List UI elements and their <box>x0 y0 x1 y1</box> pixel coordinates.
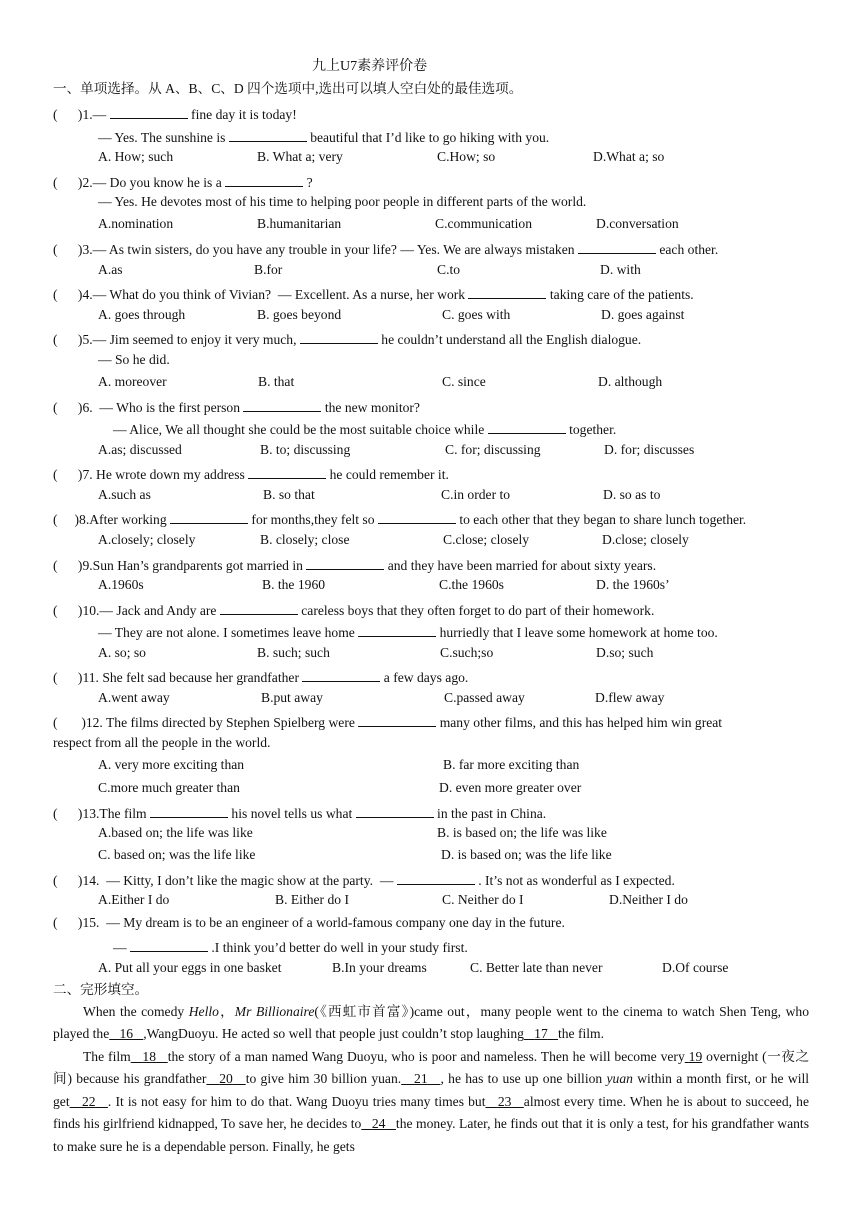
option-c[interactable]: C.to <box>437 262 461 277</box>
option-c[interactable]: C.more much greater than <box>98 780 240 795</box>
option-a[interactable]: A.went away <box>98 690 170 705</box>
option-d[interactable]: D. is based on; was the life like <box>441 847 612 862</box>
option-b[interactable]: B. such; such <box>257 645 330 660</box>
option-c[interactable]: C.in order to <box>441 487 511 502</box>
blank-17: 17 <box>534 1026 548 1042</box>
option-d[interactable]: D.flew away <box>595 690 665 705</box>
option-a[interactable]: A. How; such <box>98 149 174 164</box>
blank-22: 22 <box>81 1093 96 1109</box>
option-c[interactable]: C. Neither do I <box>442 892 524 907</box>
option-a[interactable]: A.as; discussed <box>98 442 182 457</box>
option-a[interactable]: A.nomination <box>98 216 174 231</box>
option-a[interactable]: A.Either I do <box>98 892 170 907</box>
option-d[interactable]: D.What a; so <box>593 149 665 164</box>
option-b[interactable]: B. Either do I <box>275 892 349 907</box>
option-c[interactable]: C.passed away <box>444 690 525 705</box>
option-b[interactable]: B. What a; very <box>257 149 343 164</box>
option-d[interactable]: D.close; closely <box>602 532 689 547</box>
section1-heading: 一、单项选择。从 A、B、C、D 四个选项中,选出可以填人空白处的最佳选项。 <box>53 81 523 96</box>
option-d[interactable]: D. so as to <box>603 487 661 502</box>
blank-23: 23 <box>497 1093 512 1109</box>
option-b[interactable]: B.In your dreams <box>332 960 427 975</box>
option-b[interactable]: B. far more exciting than <box>443 757 580 772</box>
option-d[interactable]: D. goes against <box>601 307 685 322</box>
option-b[interactable]: B.put away <box>261 690 323 705</box>
option-b[interactable]: B. that <box>258 374 295 389</box>
blank-21: 21 <box>414 1071 428 1087</box>
option-a[interactable]: A.as <box>98 262 123 277</box>
option-d[interactable]: D.so; such <box>596 645 654 660</box>
option-a[interactable]: A. Put all your eggs in one basket <box>98 960 282 975</box>
option-d[interactable]: D. although <box>598 374 663 389</box>
option-a[interactable]: A. goes through <box>98 307 186 322</box>
section2-heading: 二、完形填空。 <box>53 982 149 997</box>
option-a[interactable]: A. very more exciting than <box>98 757 245 772</box>
passage-paragraph-1: When the comedy Hello，Mr Billionaire(《西虹市首富》)came out，many people went to the cinema to watch Shen Teng, who played the 16 ,WangDuoyu. He acted so well that people just couldn’t stop laughing 17 the film. <box>53 1004 809 1042</box>
option-b[interactable]: B. is based on; the life was like <box>437 825 607 840</box>
option-d[interactable]: D.Neither I do <box>609 892 688 907</box>
option-d[interactable]: D. the 1960s’ <box>596 577 670 592</box>
option-a[interactable]: A.such as <box>98 487 151 502</box>
option-b[interactable]: B. goes beyond <box>257 307 342 322</box>
option-d[interactable]: D. even more greater over <box>439 780 582 795</box>
option-c[interactable]: C. goes with <box>442 307 511 322</box>
option-b[interactable]: B. so that <box>263 487 315 502</box>
page-title: 九上U7素养评价卷 <box>312 59 428 74</box>
option-d[interactable]: D.Of course <box>662 960 729 975</box>
option-a[interactable]: A. moreover <box>98 374 167 389</box>
option-d[interactable]: D. for; discusses <box>604 442 695 457</box>
option-c[interactable]: C.communication <box>435 216 533 231</box>
blank-20: 20 <box>219 1071 233 1087</box>
option-c[interactable]: C. based on; was the life like <box>98 847 256 862</box>
option-d[interactable]: D. with <box>600 262 641 277</box>
option-b[interactable]: B. to; discussing <box>260 442 351 457</box>
option-b[interactable]: B.humanitarian <box>257 216 342 231</box>
option-a[interactable]: A.closely; closely <box>98 532 196 547</box>
option-b[interactable]: B. the 1960 <box>262 577 326 592</box>
option-c[interactable]: C.the 1960s <box>439 577 504 592</box>
option-b[interactable]: B. closely; close <box>260 532 350 547</box>
passage-paragraph-2: The film 18 the story of a man named Wang Duoyu, who is poor and nameless. Then he will become very 19 overnight (一夜之间) because his grandfather 20 to give him 30 billion yuan. 21 , he has to use up one billion yuan within a month first, or he will get 22 . It is not easy for him to do that. Wang Duoyu tries many times but 23 almost every time. When he is about to succeed, he finds his girlfriend kidnapped, To save her, he decides to 24 the money. Later, he finds out that it is only a test, for his grandfather wants to make sure he is a dependable person. Finally, he gets <box>53 1049 810 1154</box>
option-d[interactable]: D.conversation <box>596 216 679 231</box>
option-a[interactable]: A.based on; the life was like <box>98 825 253 840</box>
option-a[interactable]: A. so; so <box>98 645 146 660</box>
option-b[interactable]: B.for <box>254 262 283 277</box>
option-c[interactable]: C.close; closely <box>443 532 530 547</box>
option-c[interactable]: C.such;so <box>440 645 494 660</box>
blank-18: 18 <box>142 1049 157 1064</box>
option-c[interactable]: C.How; so <box>437 149 496 164</box>
blank-19: 19 <box>688 1049 703 1064</box>
option-c[interactable]: C. since <box>442 374 486 389</box>
option-c[interactable]: C. Better late than never <box>470 960 603 975</box>
blank-24: 24 <box>371 1116 386 1132</box>
blank-16: 16 <box>119 1026 134 1042</box>
option-c[interactable]: C. for; discussing <box>445 442 541 457</box>
option-a[interactable]: A.1960s <box>98 577 144 592</box>
